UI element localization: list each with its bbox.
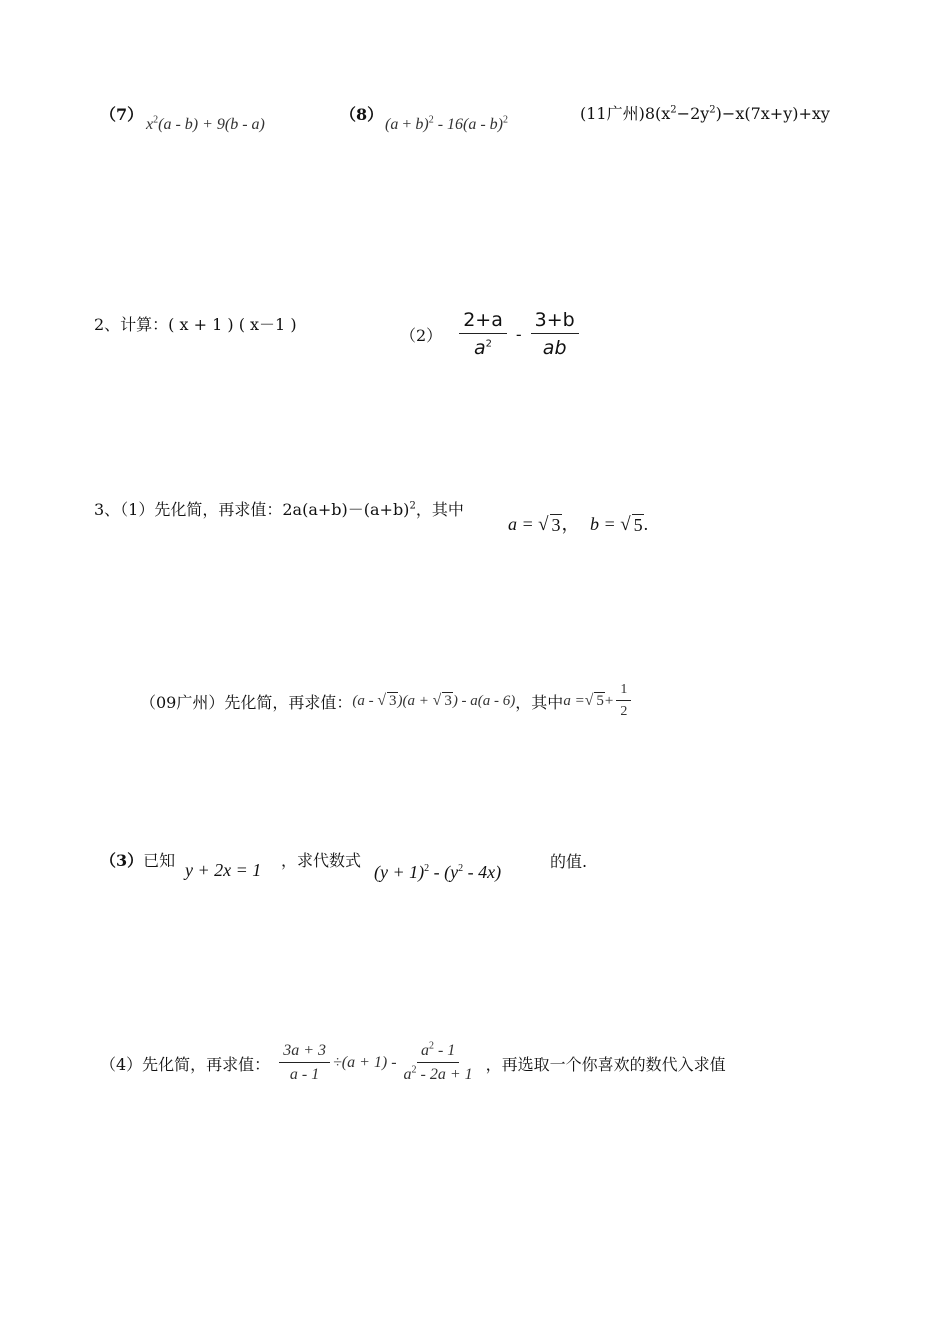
question-3-value: 的值. [550,852,588,871]
fraction-2-plus-a-over-a-squared: $\frac{2+a}{a^2}$ [459,309,507,359]
question-2-part-2: （2） $\frac{2+a}{a^2}$ - $\frac{3+b}{ab}$ [400,304,582,364]
condition-equation: y + 2x = 1 [185,860,262,880]
question-3-part-1: 3、（1）先化简，再求值：$2a(a+b)-(a+b)^2$，其中 [94,500,464,519]
problem-7 [100,102,143,125]
problem-8-label: （8） [340,105,384,124]
problem-7-label: （7） [100,105,144,124]
problem-8-expression: $(a + b)^2 - 16(a - b)^2$ [385,114,508,133]
problem-11-guangzhou: (11广州)$8(x^2-2y^2)-x(7x+y)+xy$ [580,104,830,123]
fraction-3-plus-b-over-ab: $\frac{3+b}{ab}$ [531,309,579,359]
question-4: （4）先化简，再求值： $\frac{3a + 3}{a - 1}$ ÷(a + 1) - $\frac{a^2 - 1}{a^2 - 2a + 1}$ ，再选取一个你喜欢的数代入求值 [100,1040,726,1083]
expression-4: $\frac{3a + 3}{a - 1}$ ÷(a + 1) - $\frac{a^2 - 1}{a^2 - 2a + 1}$ [276,1042,479,1084]
sqrt-5: √ 5 [620,514,643,535]
question-3-given: （3）已知 [100,851,176,870]
question-2-compute: 2、计算：( x + 1 ) ( x－1 ) [94,315,297,334]
problem-7-expression: $x^2(a - b) + 9(b - a)$ [146,114,265,133]
question-09-guangzhou: （09广州）先化简，再求值： (a - √ 3 )(a + √ 3 ) - a(a - 6) ，其中 a = √ 5 + $\frac{1}{2}$ [140,678,634,724]
question-3-values: a = √ 3 ， b = √ 5 . [508,514,649,535]
sqrt-3: √ 3 [538,514,561,535]
fraction-a-squared-minus-1: $\frac{a^2 - 1}{a^2 - 2a + 1}$ [403,1040,473,1083]
expression-09: (a - √ 3 )(a + √ 3 ) - a(a - 6) [352,692,516,709]
problem-8 [340,102,383,125]
fraction-one-half: $\frac{1}{2}$ [616,682,631,720]
fraction-3a-plus-3-over-a-minus-1: $\frac{3a + 3}{a - 1}$ [279,1042,330,1084]
question-3-ask: ，求代数式 [281,851,362,870]
expression-3: $(y + 1)^2 - (y^2 - 4x)$ [374,862,502,882]
